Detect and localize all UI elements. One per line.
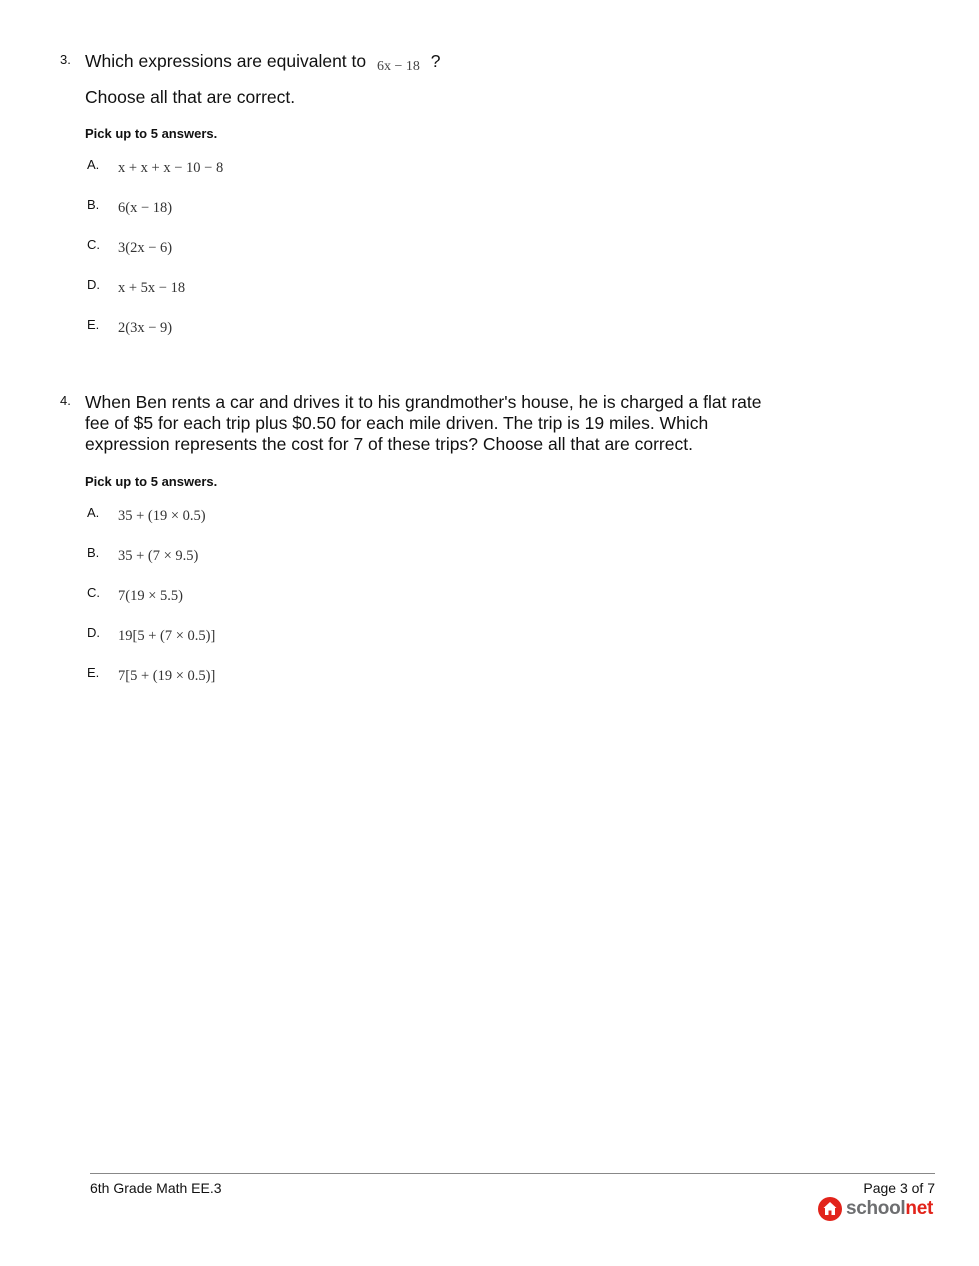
answer-option-b[interactable] [87,545,487,569]
option-letter: B. [87,197,100,212]
answer-option-e[interactable] [87,665,487,689]
house-icon [818,1197,842,1221]
option-expression: 35 + (7 × 9.5) [118,548,199,564]
answer-option-d[interactable] [87,277,487,301]
option-letter: E. [87,665,100,680]
question-expression: 6x − 18 [377,59,420,74]
answer-option-a[interactable] [87,157,487,181]
option-expression: 6(x − 18) [118,200,173,216]
option-letter: C. [87,585,100,600]
pick-instruction: Pick up to 5 answers. [85,126,218,141]
footer-title: 6th Grade Math EE.3 [90,1180,222,1196]
option-expression: 19[5 + (7 × 0.5)] [118,628,216,644]
option-expression: 3(2x − 6) [118,240,173,256]
question-instruction: Choose all that are correct. [85,87,296,107]
option-expression: 7[5 + (19 × 0.5)] [118,668,216,684]
option-letter: E. [87,317,100,332]
question-text: Which expressions are equivalent to 6x − 18 ? [85,51,441,74]
schoolnet-logo [818,1196,933,1222]
option-letter: C. [87,237,100,252]
option-expression: x + x + x − 10 − 8 [118,160,224,176]
question-number: 4. [60,393,71,408]
option-letter: D. [87,277,100,292]
option-letter: D. [87,625,100,640]
question-4 [60,392,780,702]
answer-option-b[interactable] [87,197,487,221]
question-3 [60,51,780,351]
option-letter: B. [87,545,100,560]
answer-option-c[interactable] [87,585,487,609]
answer-option-d[interactable] [87,625,487,649]
option-expression: 7(19 × 5.5) [118,588,183,604]
answer-option-c[interactable] [87,237,487,261]
option-expression: x + 5x − 18 [118,280,186,296]
pick-instruction: Pick up to 5 answers. [85,474,218,489]
option-letter: A. [87,157,100,172]
answer-option-a[interactable] [87,505,487,529]
page-number: Page 3 of 7 [863,1180,935,1196]
question-number: 3. [60,52,71,67]
option-letter: A. [87,505,100,520]
option-expression: 35 + (19 × 0.5) [118,508,206,524]
footer-divider [90,1173,935,1174]
answer-option-e[interactable] [87,317,487,341]
logo-wordmark: schoolnet [845,1198,933,1219]
question-text: When Ben rents a car and drives it to his grandmother's house, he is charged a flat rate fee of $5 for each trip plus $0.50 for each mile driven. The trip is 19 miles. Which expression represents the cost for 7 of these trips? Choose all that are correct. [85,392,762,454]
option-expression: 2(3x − 9) [118,320,173,336]
